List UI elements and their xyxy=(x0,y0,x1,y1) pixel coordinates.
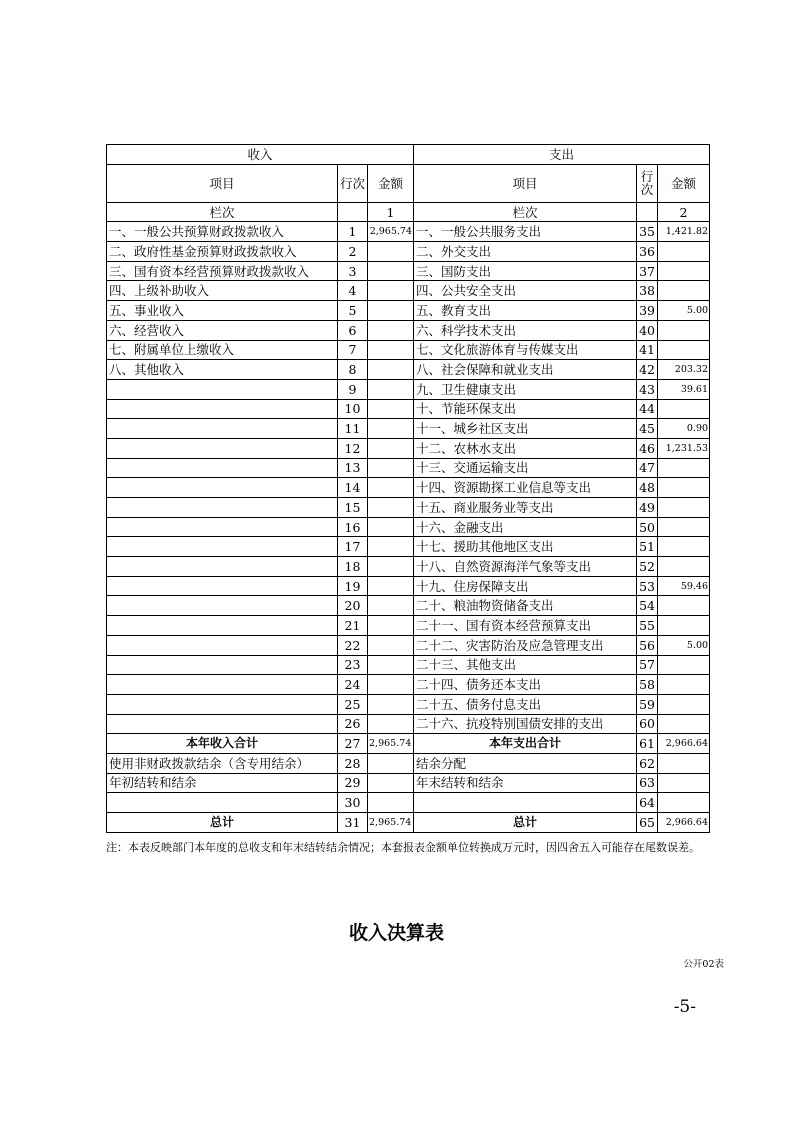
expense-line-cell: 58 xyxy=(637,675,658,695)
expense-item-cell: 四、公共安全支出 xyxy=(414,281,637,301)
expense-carry-amount xyxy=(658,793,710,813)
income-line-cell: 1 xyxy=(338,222,368,242)
income-amount-cell xyxy=(368,714,414,734)
income-item-cell xyxy=(107,438,338,458)
expense-column-number: 2 xyxy=(658,202,710,222)
expense-line-cell: 57 xyxy=(637,655,658,675)
table-row xyxy=(107,517,710,537)
income-carry-amount xyxy=(368,773,414,793)
income-carry-amount xyxy=(368,753,414,773)
expense-amount-cell: 39.61 xyxy=(658,379,710,399)
income-subtotal-label: 本年收入合计 xyxy=(107,734,338,754)
expense-carry-item: 年末结转和结余 xyxy=(414,773,637,793)
expense-item-cell: 十六、金融支出 xyxy=(414,517,637,537)
expense-line-cell: 46 xyxy=(637,438,658,458)
table-row xyxy=(107,379,710,399)
income-item-cell xyxy=(107,596,338,616)
income-item-cell xyxy=(107,478,338,498)
income-carry-line: 28 xyxy=(338,753,368,773)
income-line-cell: 19 xyxy=(338,576,368,596)
income-amount-cell xyxy=(368,340,414,360)
expense-amount-cell xyxy=(658,340,710,360)
header-row-columns xyxy=(107,164,710,202)
expense-amount-cell: 59.46 xyxy=(658,576,710,596)
expense-line-cell: 54 xyxy=(637,596,658,616)
expense-line-cell: 50 xyxy=(637,517,658,537)
income-amount-cell xyxy=(368,517,414,537)
expense-item-cell: 七、文化旅游体育与传媒支出 xyxy=(414,340,637,360)
expense-amount-cell: 0.90 xyxy=(658,419,710,439)
expense-amount-cell xyxy=(658,714,710,734)
income-line-cell: 12 xyxy=(338,438,368,458)
expense-line-cell: 36 xyxy=(637,242,658,262)
expense-line-cell: 51 xyxy=(637,537,658,557)
income-amount-cell xyxy=(368,320,414,340)
table-row xyxy=(107,281,710,301)
expense-item-cell: 十五、商业服务业等支出 xyxy=(414,498,637,518)
table-row xyxy=(107,714,710,734)
expense-line-cell: 35 xyxy=(637,222,658,242)
expense-line-cell: 37 xyxy=(637,261,658,281)
expense-amount-cell: 1,231.53 xyxy=(658,438,710,458)
expense-amount-cell xyxy=(658,596,710,616)
expense-amount-cell xyxy=(658,498,710,518)
income-line-cell: 10 xyxy=(338,399,368,419)
income-item-cell xyxy=(107,616,338,636)
income-item-cell xyxy=(107,557,338,577)
expense-line-header xyxy=(637,164,658,202)
income-line-cell: 2 xyxy=(338,242,368,262)
expense-item-cell: 十一、城乡社区支出 xyxy=(414,419,637,439)
income-amount-cell xyxy=(368,635,414,655)
expense-item-cell: 九、卫生健康支出 xyxy=(414,379,637,399)
income-line-cell: 24 xyxy=(338,675,368,695)
income-line-cell: 17 xyxy=(338,537,368,557)
income-line-cell: 6 xyxy=(338,320,368,340)
table-row xyxy=(107,655,710,675)
income-column-label: 栏次 xyxy=(107,202,338,222)
income-line-cell: 9 xyxy=(338,379,368,399)
expense-amount-cell: 203.32 xyxy=(658,360,710,380)
table-row xyxy=(107,222,710,242)
income-line-cell: 7 xyxy=(338,340,368,360)
income-line-cell: 13 xyxy=(338,458,368,478)
expense-section-header: 支出 xyxy=(414,145,710,165)
income-amount-cell xyxy=(368,379,414,399)
expense-item-cell: 六、科学技术支出 xyxy=(414,320,637,340)
income-item-cell xyxy=(107,694,338,714)
income-amount-cell xyxy=(368,458,414,478)
income-amount-cell: 2,965.74 xyxy=(368,222,414,242)
expense-item-cell: 十四、资源勘探工业信息等支出 xyxy=(414,478,637,498)
table-row xyxy=(107,458,710,478)
income-item-cell xyxy=(107,517,338,537)
carry-row xyxy=(107,793,710,813)
income-amount-cell xyxy=(368,399,414,419)
income-line-cell: 11 xyxy=(338,419,368,439)
table-row xyxy=(107,498,710,518)
expense-amount-cell xyxy=(658,242,710,262)
subtotal-row xyxy=(107,734,710,754)
income-item-cell xyxy=(107,537,338,557)
expense-amount-cell xyxy=(658,694,710,714)
income-carry-amount xyxy=(368,793,414,813)
expense-amount-cell xyxy=(658,557,710,577)
expense-amount-cell xyxy=(658,616,710,636)
expense-item-cell: 三、国防支出 xyxy=(414,261,637,281)
expense-line-cell: 60 xyxy=(637,714,658,734)
table-row xyxy=(107,360,710,380)
table-footnote: 注：本表反映部门本年度的总收支和年末结转结余情况；本套报表金额单位转换成万元时，因四舍五入可能存在尾数误差。 xyxy=(106,841,700,854)
expense-line-cell: 40 xyxy=(637,320,658,340)
header-row-sections xyxy=(107,145,710,165)
income-line-cell: 23 xyxy=(338,655,368,675)
income-item-cell xyxy=(107,379,338,399)
expense-item-cell: 二、外交支出 xyxy=(414,242,637,262)
income-amount-cell xyxy=(368,537,414,557)
income-line-cell: 3 xyxy=(338,261,368,281)
income-line-cell: 21 xyxy=(338,616,368,636)
income-line-cell: 14 xyxy=(338,478,368,498)
expense-item-cell: 十、节能环保支出 xyxy=(414,399,637,419)
expense-amount-cell: 5.00 xyxy=(658,635,710,655)
expense-amount-cell xyxy=(658,478,710,498)
expense-subtotal-amount: 2,966.64 xyxy=(658,734,710,754)
table-row xyxy=(107,261,710,281)
expense-amount-cell xyxy=(658,655,710,675)
income-carry-line: 29 xyxy=(338,773,368,793)
expense-subtotal-label: 本年支出合计 xyxy=(414,734,637,754)
expense-item-cell: 十八、自然资源海洋气象等支出 xyxy=(414,557,637,577)
expense-amount-cell xyxy=(658,261,710,281)
expense-line-cell: 49 xyxy=(637,498,658,518)
expense-item-cell: 十二、农林水支出 xyxy=(414,438,637,458)
income-item-cell: 八、其他收入 xyxy=(107,360,338,380)
carry-row xyxy=(107,753,710,773)
expense-line-cell: 47 xyxy=(637,458,658,478)
income-line-cell: 25 xyxy=(338,694,368,714)
income-item-header: 项目 xyxy=(107,164,338,202)
expense-line-cell: 56 xyxy=(637,635,658,655)
expense-carry-line: 63 xyxy=(637,773,658,793)
expense-item-header: 项目 xyxy=(414,164,637,202)
income-line-cell: 26 xyxy=(338,714,368,734)
table-row xyxy=(107,438,710,458)
expense-item-cell: 二十一、国有资本经营预算支出 xyxy=(414,616,637,636)
expense-column-label: 栏次 xyxy=(414,202,637,222)
expense-amount-cell xyxy=(658,675,710,695)
income-column-number: 1 xyxy=(368,202,414,222)
table-row xyxy=(107,694,710,714)
expense-line-cell: 48 xyxy=(637,478,658,498)
expense-item-cell: 二十六、抗疫特别国债安排的支出 xyxy=(414,714,637,734)
expense-item-cell: 二十四、债务还本支出 xyxy=(414,675,637,695)
expense-item-cell: 二十、粮油物资储备支出 xyxy=(414,596,637,616)
income-item-cell xyxy=(107,675,338,695)
income-line-cell: 5 xyxy=(338,301,368,321)
form-code: 公开02表 xyxy=(683,959,724,970)
table-row xyxy=(107,478,710,498)
table-row xyxy=(107,576,710,596)
expense-line-cell: 44 xyxy=(637,399,658,419)
income-amount-cell xyxy=(368,655,414,675)
expense-amount-cell: 1,421.82 xyxy=(658,222,710,242)
income-line-cell: 20 xyxy=(338,596,368,616)
income-line-header: 行次 xyxy=(338,164,368,202)
income-item-cell: 一、一般公共预算财政拨款收入 xyxy=(107,222,338,242)
income-line-cell: 22 xyxy=(338,635,368,655)
income-section-header: 收入 xyxy=(107,145,414,165)
income-item-cell xyxy=(107,635,338,655)
document-title: 收入决算表 xyxy=(348,922,444,944)
expense-line-cell: 52 xyxy=(637,557,658,577)
income-total-line: 31 xyxy=(338,813,368,833)
income-line-cell: 16 xyxy=(338,517,368,537)
income-subtotal-line: 27 xyxy=(338,734,368,754)
expense-line-cell: 53 xyxy=(637,576,658,596)
expense-line-header-bottom: 次 xyxy=(640,182,654,198)
income-amount-cell xyxy=(368,557,414,577)
income-item-cell xyxy=(107,655,338,675)
expense-item-cell: 二十二、灾害防治及应急管理支出 xyxy=(414,635,637,655)
income-amount-cell xyxy=(368,694,414,714)
income-expense-table xyxy=(106,144,710,833)
expense-line-cell: 38 xyxy=(637,281,658,301)
table-row xyxy=(107,596,710,616)
income-amount-cell xyxy=(368,675,414,695)
income-item-cell: 二、政府性基金预算财政拨款收入 xyxy=(107,242,338,262)
income-amount-cell xyxy=(368,596,414,616)
income-total-label: 总计 xyxy=(107,813,338,833)
income-item-cell xyxy=(107,399,338,419)
income-amount-cell xyxy=(368,360,414,380)
expense-item-cell: 八、社会保障和就业支出 xyxy=(414,360,637,380)
expense-carry-amount xyxy=(658,773,710,793)
income-amount-cell xyxy=(368,419,414,439)
table-row xyxy=(107,320,710,340)
income-item-cell xyxy=(107,419,338,439)
expense-item-cell: 一、一般公共服务支出 xyxy=(414,222,637,242)
income-amount-header: 金额 xyxy=(368,164,414,202)
income-amount-cell xyxy=(368,438,414,458)
expense-carry-item xyxy=(414,793,637,813)
income-item-cell xyxy=(107,714,338,734)
expense-carry-line: 64 xyxy=(637,793,658,813)
expense-amount-cell xyxy=(658,517,710,537)
income-amount-cell xyxy=(368,261,414,281)
expense-amount-cell xyxy=(658,537,710,557)
income-item-cell xyxy=(107,498,338,518)
table-row xyxy=(107,537,710,557)
income-item-cell xyxy=(107,576,338,596)
expense-line-cell: 55 xyxy=(637,616,658,636)
expense-line-cell: 39 xyxy=(637,301,658,321)
income-line-cell: 15 xyxy=(338,498,368,518)
income-subtotal-amount: 2,965.74 xyxy=(368,734,414,754)
expense-subtotal-line: 61 xyxy=(637,734,658,754)
expense-line-cell: 45 xyxy=(637,419,658,439)
income-item-cell: 四、上级补助收入 xyxy=(107,281,338,301)
expense-amount-cell xyxy=(658,458,710,478)
table-row xyxy=(107,242,710,262)
expense-item-cell: 十三、交通运输支出 xyxy=(414,458,637,478)
income-amount-cell xyxy=(368,281,414,301)
expense-carry-item: 结余分配 xyxy=(414,753,637,773)
expense-line-cell: 42 xyxy=(637,360,658,380)
expense-line-cell: 43 xyxy=(637,379,658,399)
expense-line-cell: 41 xyxy=(637,340,658,360)
income-total-amount: 2,965.74 xyxy=(368,813,414,833)
income-item-cell: 六、经营收入 xyxy=(107,320,338,340)
carry-row xyxy=(107,773,710,793)
table-row xyxy=(107,301,710,321)
expense-carry-line: 62 xyxy=(637,753,658,773)
income-item-cell: 三、国有资本经营预算财政拨款收入 xyxy=(107,261,338,281)
income-line-cell: 18 xyxy=(338,557,368,577)
table-row xyxy=(107,557,710,577)
expense-item-cell: 十七、援助其他地区支出 xyxy=(414,537,637,557)
grand-total-row xyxy=(107,813,710,833)
income-line-cell: 8 xyxy=(338,360,368,380)
expense-amount-cell xyxy=(658,399,710,419)
expense-amount-cell xyxy=(658,281,710,301)
income-item-cell: 五、事业收入 xyxy=(107,301,338,321)
income-amount-cell xyxy=(368,301,414,321)
income-amount-cell xyxy=(368,242,414,262)
income-line-cell: 4 xyxy=(338,281,368,301)
income-amount-cell xyxy=(368,616,414,636)
income-item-cell: 七、附属单位上缴收入 xyxy=(107,340,338,360)
expense-column-line-empty xyxy=(637,202,658,222)
income-carry-item xyxy=(107,793,338,813)
table-row xyxy=(107,635,710,655)
table-row xyxy=(107,399,710,419)
expense-item-cell: 二十五、债务付息支出 xyxy=(414,694,637,714)
expense-total-label: 总计 xyxy=(414,813,637,833)
expense-item-cell: 十九、住房保障支出 xyxy=(414,576,637,596)
expense-item-cell: 二十三、其他支出 xyxy=(414,655,637,675)
table-row xyxy=(107,419,710,439)
income-item-cell xyxy=(107,458,338,478)
income-amount-cell xyxy=(368,498,414,518)
income-column-line-empty xyxy=(338,202,368,222)
expense-total-line: 65 xyxy=(637,813,658,833)
income-carry-line: 30 xyxy=(338,793,368,813)
expense-amount-header: 金额 xyxy=(658,164,710,202)
table-row xyxy=(107,340,710,360)
income-carry-item: 使用非财政拨款结余（含专用结余） xyxy=(107,753,338,773)
page-number: -5- xyxy=(673,997,696,1017)
table-row xyxy=(107,616,710,636)
expense-amount-cell: 5.00 xyxy=(658,301,710,321)
expense-line-cell: 59 xyxy=(637,694,658,714)
column-number-row xyxy=(107,202,710,222)
income-carry-item: 年初结转和结余 xyxy=(107,773,338,793)
expense-item-cell: 五、教育支出 xyxy=(414,301,637,321)
expense-amount-cell xyxy=(658,320,710,340)
expense-line-header-top: 行 xyxy=(640,169,654,185)
income-amount-cell xyxy=(368,478,414,498)
income-amount-cell xyxy=(368,576,414,596)
table-row xyxy=(107,675,710,695)
expense-carry-amount xyxy=(658,753,710,773)
expense-total-amount: 2,966.64 xyxy=(658,813,710,833)
